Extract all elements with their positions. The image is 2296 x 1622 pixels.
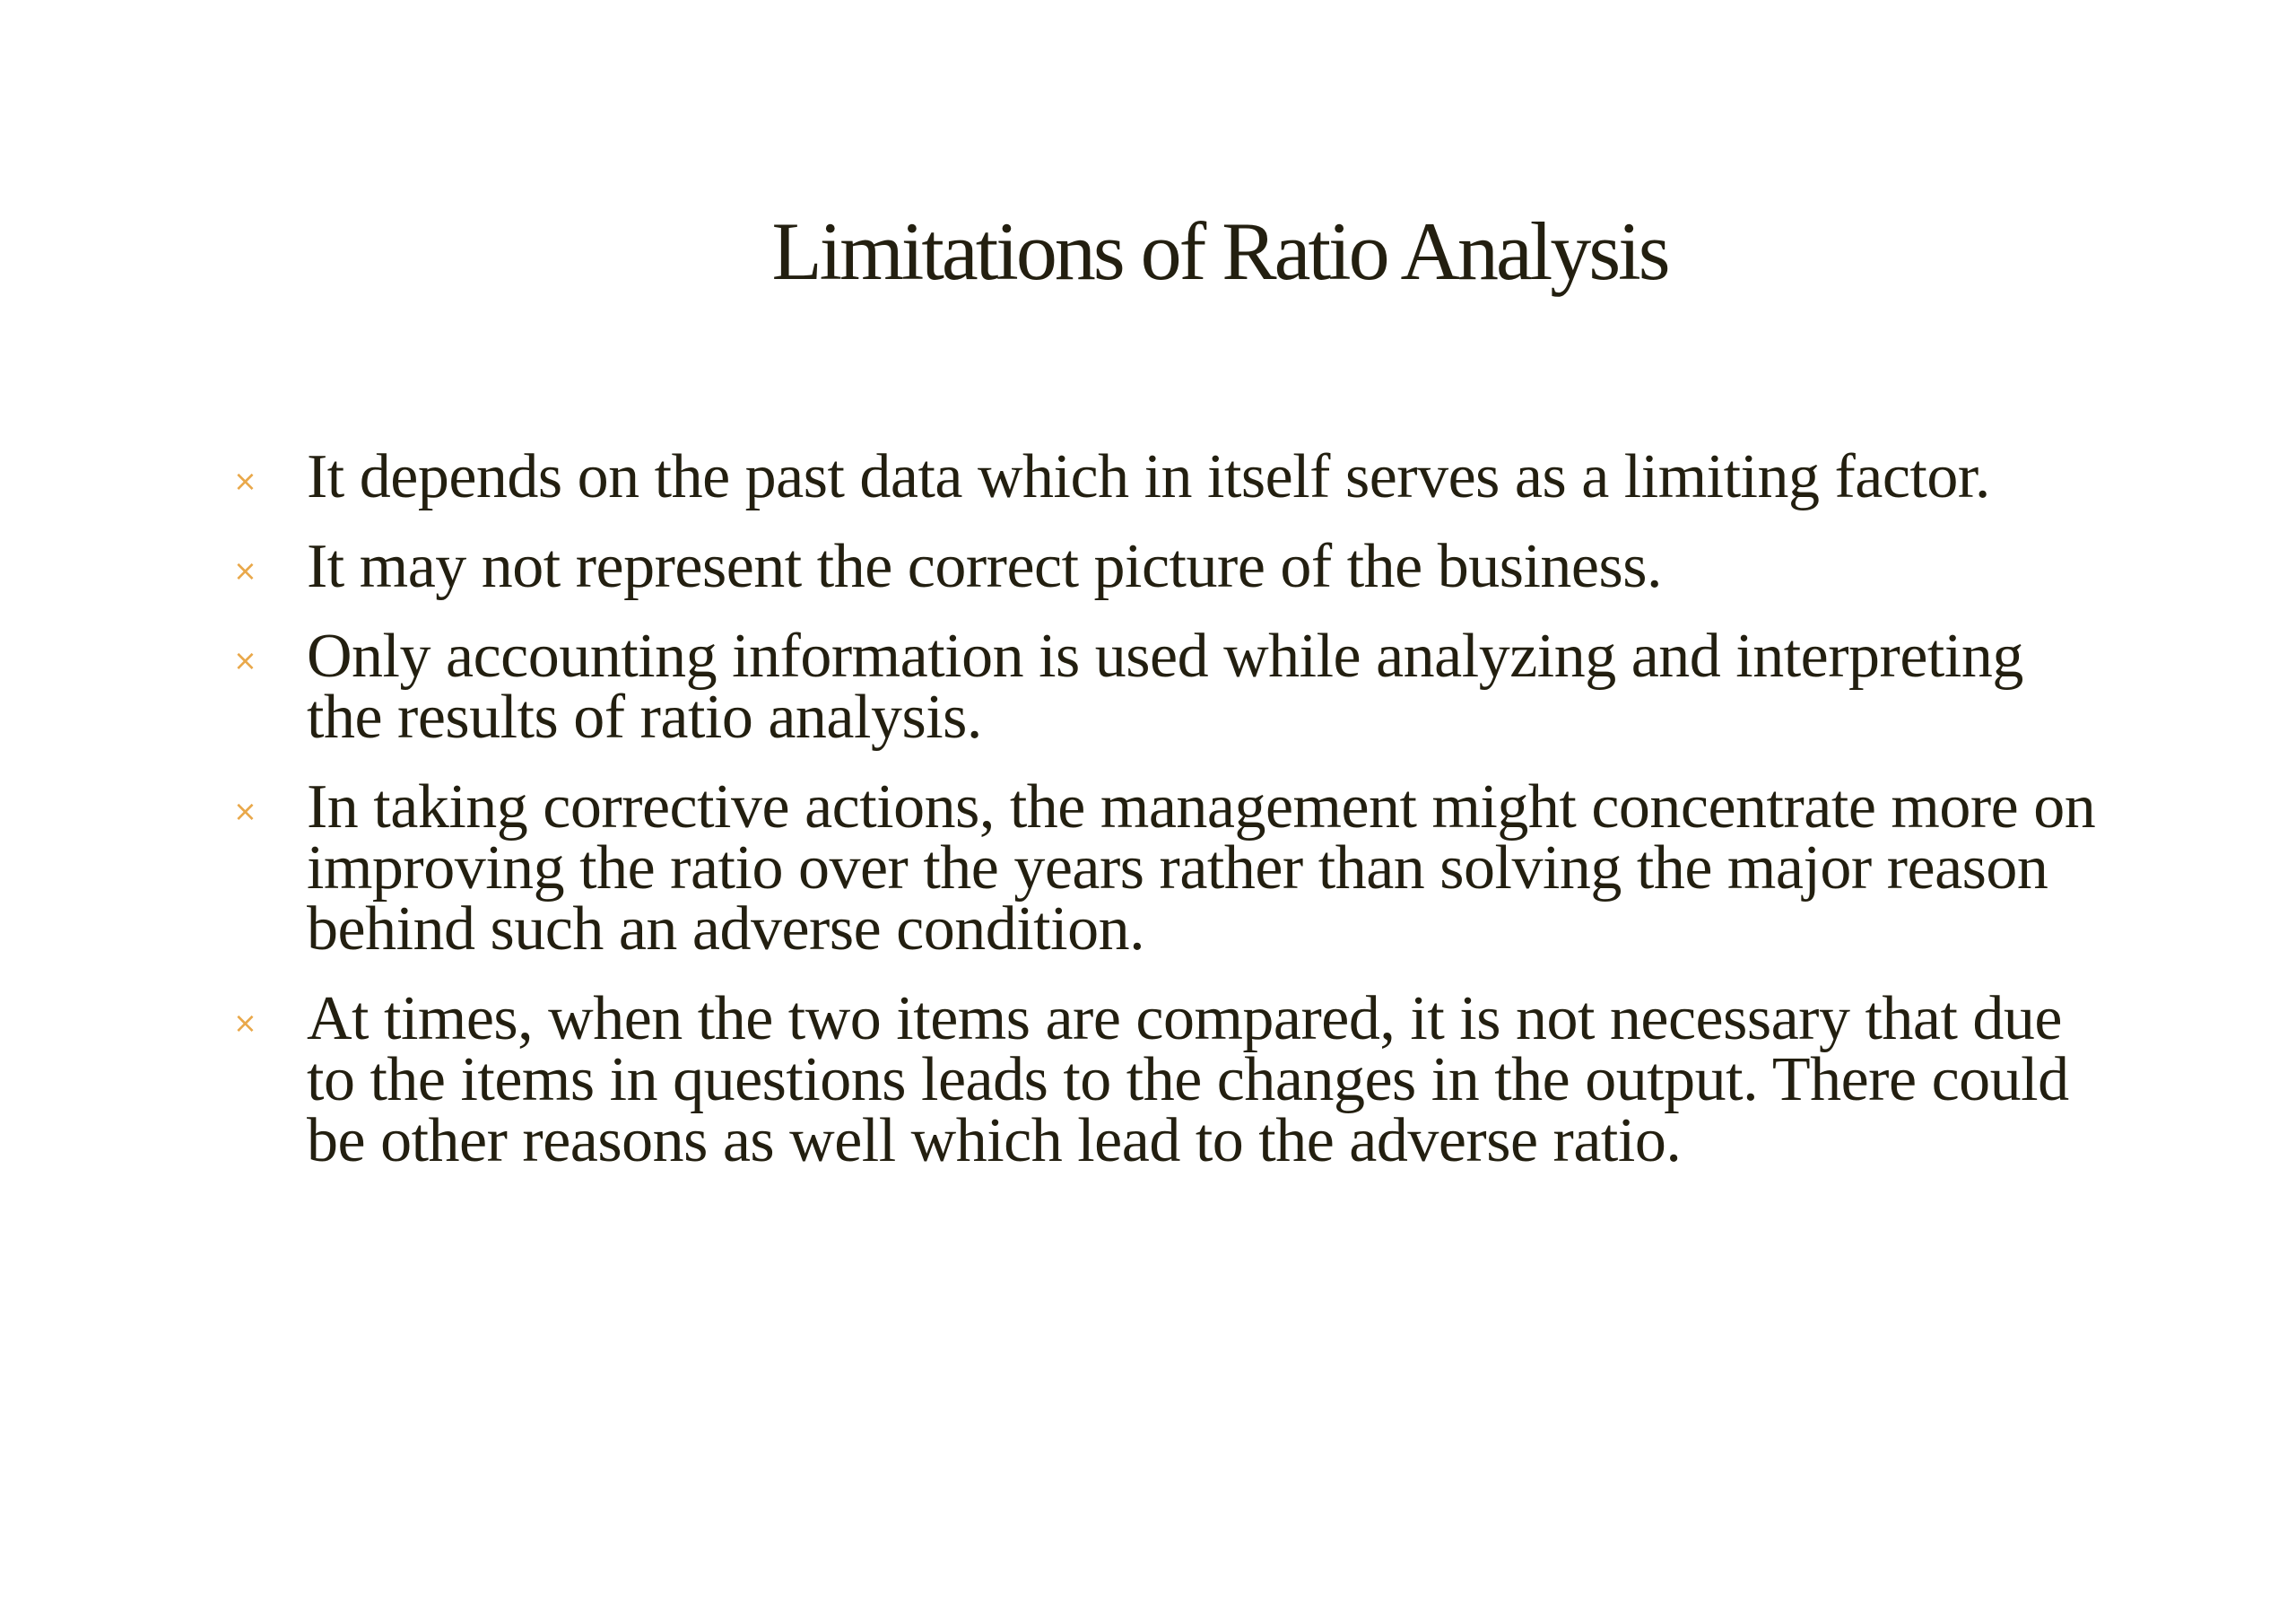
list-item — [233, 622, 2099, 752]
slide-title: Limitations of Ratio Analysis — [771, 205, 1668, 297]
x-mark-icon: × — [233, 643, 257, 677]
list-item — [233, 772, 2099, 964]
bullet-list — [233, 442, 2099, 1200]
list-item — [233, 442, 2099, 511]
bullet-text: It may not represent the correct picture of the business. — [307, 532, 1662, 601]
bullet-text: In taking corrective actions, the management might concentrate more on improving the ratio over the years rather than solving the major reason behind such an adverse condition. — [307, 772, 2096, 964]
list-item — [233, 532, 2099, 601]
x-mark-icon: × — [233, 464, 257, 498]
bullet-text: At times, when the two items are compared, it is not necessary that due to the items in questions leads to the changes in the output. There could be other reasons as well which lead to the adverse ratio. — [307, 984, 2069, 1175]
x-mark-icon: × — [233, 1006, 257, 1040]
list-item — [233, 984, 2099, 1175]
x-mark-icon: × — [233, 554, 257, 588]
x-mark-icon: × — [233, 794, 257, 828]
bullet-text: It depends on the past data which in itself serves as a limiting factor. — [307, 442, 1990, 511]
bullet-text: Only accounting information is used while analyzing and interpreting the results of ratio analysis. — [307, 622, 2023, 752]
